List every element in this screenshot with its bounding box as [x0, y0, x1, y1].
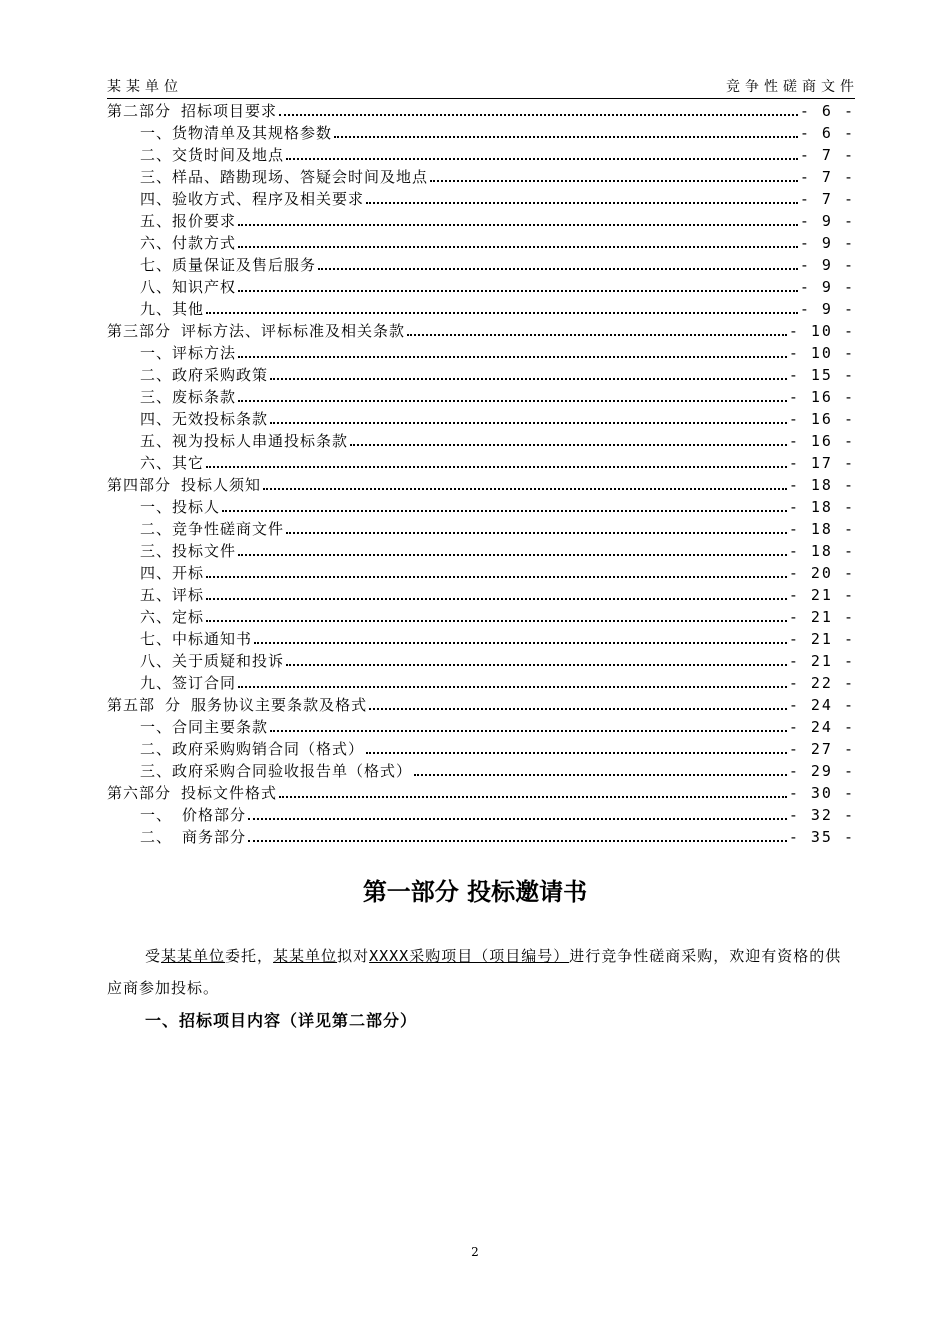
toc-section-entry[interactable]: [107, 100, 855, 122]
para-text: 进行竞争性磋商采购，欢迎有资格的供应商参加投标。: [107, 947, 842, 997]
toc-dot-leader: [206, 466, 787, 468]
toc-dot-leader: [248, 840, 787, 842]
toc-subsection-entry[interactable]: [107, 452, 855, 474]
toc-subsection-entry[interactable]: [107, 408, 855, 430]
toc-entry-title: 一、评标方法: [140, 344, 237, 362]
toc-dot-leader: [206, 620, 787, 622]
toc-entry-title: 九、签订合同: [140, 674, 237, 692]
toc-dot-leader: [350, 444, 787, 446]
toc-dot-leader: [279, 114, 798, 116]
toc-page-number: - 18 -: [788, 476, 855, 494]
para-text: 受: [145, 947, 162, 965]
toc-entry-title: 第五部 分 服务协议主要条款及格式: [107, 696, 368, 714]
toc-page-number: - 9 -: [799, 256, 855, 274]
page-number: 2: [471, 1245, 479, 1259]
toc-page-number: - 10 -: [788, 344, 855, 362]
toc-dot-leader: [430, 180, 798, 182]
toc-entry-title: 二、政府采购政策: [140, 366, 269, 384]
toc-dot-leader: [270, 378, 787, 380]
header-organization: 某某单位: [107, 79, 183, 95]
toc-page-number: - 30 -: [788, 784, 855, 802]
toc-page-number: - 21 -: [788, 652, 855, 670]
toc-entry-title: 四、验收方式、程序及相关要求: [140, 190, 365, 208]
toc-entry-title: 二、 商务部分: [140, 828, 247, 846]
toc-subsection-entry[interactable]: [107, 232, 855, 254]
toc-page-number: - 35 -: [788, 828, 855, 846]
para-text: 委托，: [225, 947, 274, 965]
subsection-heading: 一、招标项目内容（详见第二部分）: [145, 1011, 418, 1030]
toc-entry-title: 四、开标: [140, 564, 205, 582]
toc-page-number: - 32 -: [788, 806, 855, 824]
toc-page-number: - 21 -: [788, 630, 855, 648]
toc-entry-title: 八、知识产权: [140, 278, 237, 296]
toc-section-entry[interactable]: [107, 694, 855, 716]
toc-entry-title: 一、货物清单及其规格参数: [140, 124, 333, 142]
toc-page-number: - 17 -: [788, 454, 855, 472]
toc-page-number: - 29 -: [788, 762, 855, 780]
toc-subsection-entry[interactable]: [107, 166, 855, 188]
toc-subsection-entry[interactable]: [107, 540, 855, 562]
toc-dot-leader: [369, 708, 787, 710]
toc-section-entry[interactable]: [107, 320, 855, 342]
toc-entry-title: 一、 价格部分: [140, 806, 247, 824]
principal-name: 某某单位: [161, 947, 226, 965]
toc-dot-leader: [206, 312, 798, 314]
toc-entry-title: 五、视为投标人串通投标条款: [140, 432, 349, 450]
toc-page-number: - 7 -: [799, 146, 855, 164]
toc-entry-title: 一、投标人: [140, 498, 221, 516]
toc-dot-leader: [366, 752, 787, 754]
toc-subsection-entry[interactable]: [107, 210, 855, 232]
page-header: [107, 76, 859, 99]
toc-page-number: - 16 -: [788, 432, 855, 450]
toc-subsection-entry[interactable]: [107, 430, 855, 452]
toc-entry-title: 六、付款方式: [140, 234, 237, 252]
project-name: XXXX采购项目（项目编号）: [369, 947, 570, 965]
invitation-paragraph: [107, 940, 857, 1004]
toc-entry-title: 六、定标: [140, 608, 205, 626]
toc-subsection-entry[interactable]: [107, 144, 855, 166]
toc-page-number: - 27 -: [788, 740, 855, 758]
toc-entry-title: 三、废标条款: [140, 388, 237, 406]
toc-dot-leader: [238, 290, 798, 292]
toc-subsection-entry[interactable]: [107, 738, 855, 760]
toc-dot-leader: [238, 554, 787, 556]
toc-page-number: - 10 -: [788, 322, 855, 340]
toc-dot-leader: [238, 224, 798, 226]
toc-subsection-entry[interactable]: [107, 562, 855, 584]
toc-dot-leader: [238, 400, 787, 402]
toc-subsection-entry[interactable]: [107, 188, 855, 210]
toc-dot-leader: [318, 268, 798, 270]
toc-page-number: - 6 -: [799, 102, 855, 120]
toc-entry-title: 二、政府采购购销合同（格式）: [140, 740, 365, 758]
toc-dot-leader: [238, 246, 798, 248]
toc-dot-leader: [407, 334, 787, 336]
toc-subsection-entry[interactable]: [107, 496, 855, 518]
toc-dot-leader: [334, 136, 798, 138]
toc-subsection-entry[interactable]: [107, 760, 855, 782]
toc-subsection-entry[interactable]: [107, 364, 855, 386]
toc-entry-title: 三、投标文件: [140, 542, 237, 560]
toc-page-number: - 9 -: [799, 278, 855, 296]
toc-entry-title: 四、无效投标条款: [140, 410, 269, 428]
toc-entry-title: 七、中标通知书: [140, 630, 253, 648]
toc-page-number: - 21 -: [788, 586, 855, 604]
toc-page-number: - 18 -: [788, 520, 855, 538]
table-of-contents: [107, 100, 855, 848]
toc-page-number: - 6 -: [799, 124, 855, 142]
toc-page-number: - 9 -: [799, 234, 855, 252]
toc-dot-leader: [222, 510, 787, 512]
toc-page-number: - 24 -: [788, 696, 855, 714]
toc-entry-title: 三、样品、踏勘现场、答疑会时间及地点: [140, 168, 429, 186]
toc-dot-leader: [286, 664, 787, 666]
toc-subsection-entry[interactable]: [107, 276, 855, 298]
toc-page-number: - 22 -: [788, 674, 855, 692]
toc-dot-leader: [366, 202, 798, 204]
header-document-type: 竞争性磋商文件: [726, 79, 859, 95]
toc-dot-leader: [238, 356, 787, 358]
toc-entry-title: 五、报价要求: [140, 212, 237, 230]
toc-entry-title: 六、其它: [140, 454, 205, 472]
para-text: 拟对: [337, 947, 370, 965]
toc-entry-title: 三、政府采购合同验收报告单（格式）: [140, 762, 413, 780]
toc-dot-leader: [238, 686, 787, 688]
toc-entry-title: 九、其他: [140, 300, 205, 318]
toc-dot-leader: [270, 422, 787, 424]
toc-dot-leader: [263, 488, 787, 490]
toc-dot-leader: [206, 576, 787, 578]
toc-subsection-entry[interactable]: [107, 672, 855, 694]
toc-entry-title: 第六部分 投标文件格式: [107, 784, 278, 802]
toc-page-number: - 18 -: [788, 542, 855, 560]
toc-entry-title: 第四部分 投标人须知: [107, 476, 262, 494]
toc-subsection-entry[interactable]: [107, 716, 855, 738]
toc-page-number: - 15 -: [788, 366, 855, 384]
toc-entry-title: 一、合同主要条款: [140, 718, 269, 736]
toc-dot-leader: [248, 818, 787, 820]
toc-dot-leader: [286, 158, 798, 160]
toc-subsection-entry[interactable]: [107, 826, 855, 848]
toc-entry-title: 第三部分 评标方法、评标标准及相关条款: [107, 322, 406, 340]
toc-page-number: - 24 -: [788, 718, 855, 736]
toc-entry-title: 二、竞争性磋商文件: [140, 520, 285, 538]
toc-page-number: - 18 -: [788, 498, 855, 516]
toc-subsection-entry[interactable]: [107, 650, 855, 672]
toc-subsection-entry[interactable]: [107, 298, 855, 320]
toc-page-number: - 9 -: [799, 300, 855, 318]
toc-dot-leader: [206, 598, 787, 600]
toc-subsection-entry[interactable]: [107, 606, 855, 628]
toc-section-entry[interactable]: [107, 474, 855, 496]
toc-page-number: - 16 -: [788, 410, 855, 428]
toc-entry-title: 第二部分 招标项目要求: [107, 102, 278, 120]
toc-subsection-entry[interactable]: [107, 122, 855, 144]
toc-subsection-entry[interactable]: [107, 584, 855, 606]
toc-subsection-entry[interactable]: [107, 342, 855, 364]
toc-subsection-entry[interactable]: [107, 804, 855, 826]
toc-subsection-entry[interactable]: [107, 518, 855, 540]
toc-page-number: - 7 -: [799, 190, 855, 208]
section-title: 第一部分 投标邀请书: [362, 877, 588, 906]
toc-page-number: - 21 -: [788, 608, 855, 626]
toc-page-number: - 9 -: [799, 212, 855, 230]
toc-entry-title: 二、交货时间及地点: [140, 146, 285, 164]
toc-page-number: - 16 -: [788, 388, 855, 406]
toc-dot-leader: [279, 796, 787, 798]
toc-entry-title: 七、质量保证及售后服务: [140, 256, 317, 274]
toc-dot-leader: [414, 774, 787, 776]
toc-subsection-entry[interactable]: [107, 628, 855, 650]
toc-page-number: - 20 -: [788, 564, 855, 582]
toc-page-number: - 7 -: [799, 168, 855, 186]
toc-entry-title: 八、关于质疑和投诉: [140, 652, 285, 670]
purchaser-name: 某某单位: [273, 947, 338, 965]
toc-subsection-entry[interactable]: [107, 386, 855, 408]
toc-subsection-entry[interactable]: [107, 254, 855, 276]
toc-entry-title: 五、评标: [140, 586, 205, 604]
toc-dot-leader: [286, 532, 787, 534]
toc-section-entry[interactable]: [107, 782, 855, 804]
toc-dot-leader: [254, 642, 787, 644]
toc-dot-leader: [270, 730, 787, 732]
